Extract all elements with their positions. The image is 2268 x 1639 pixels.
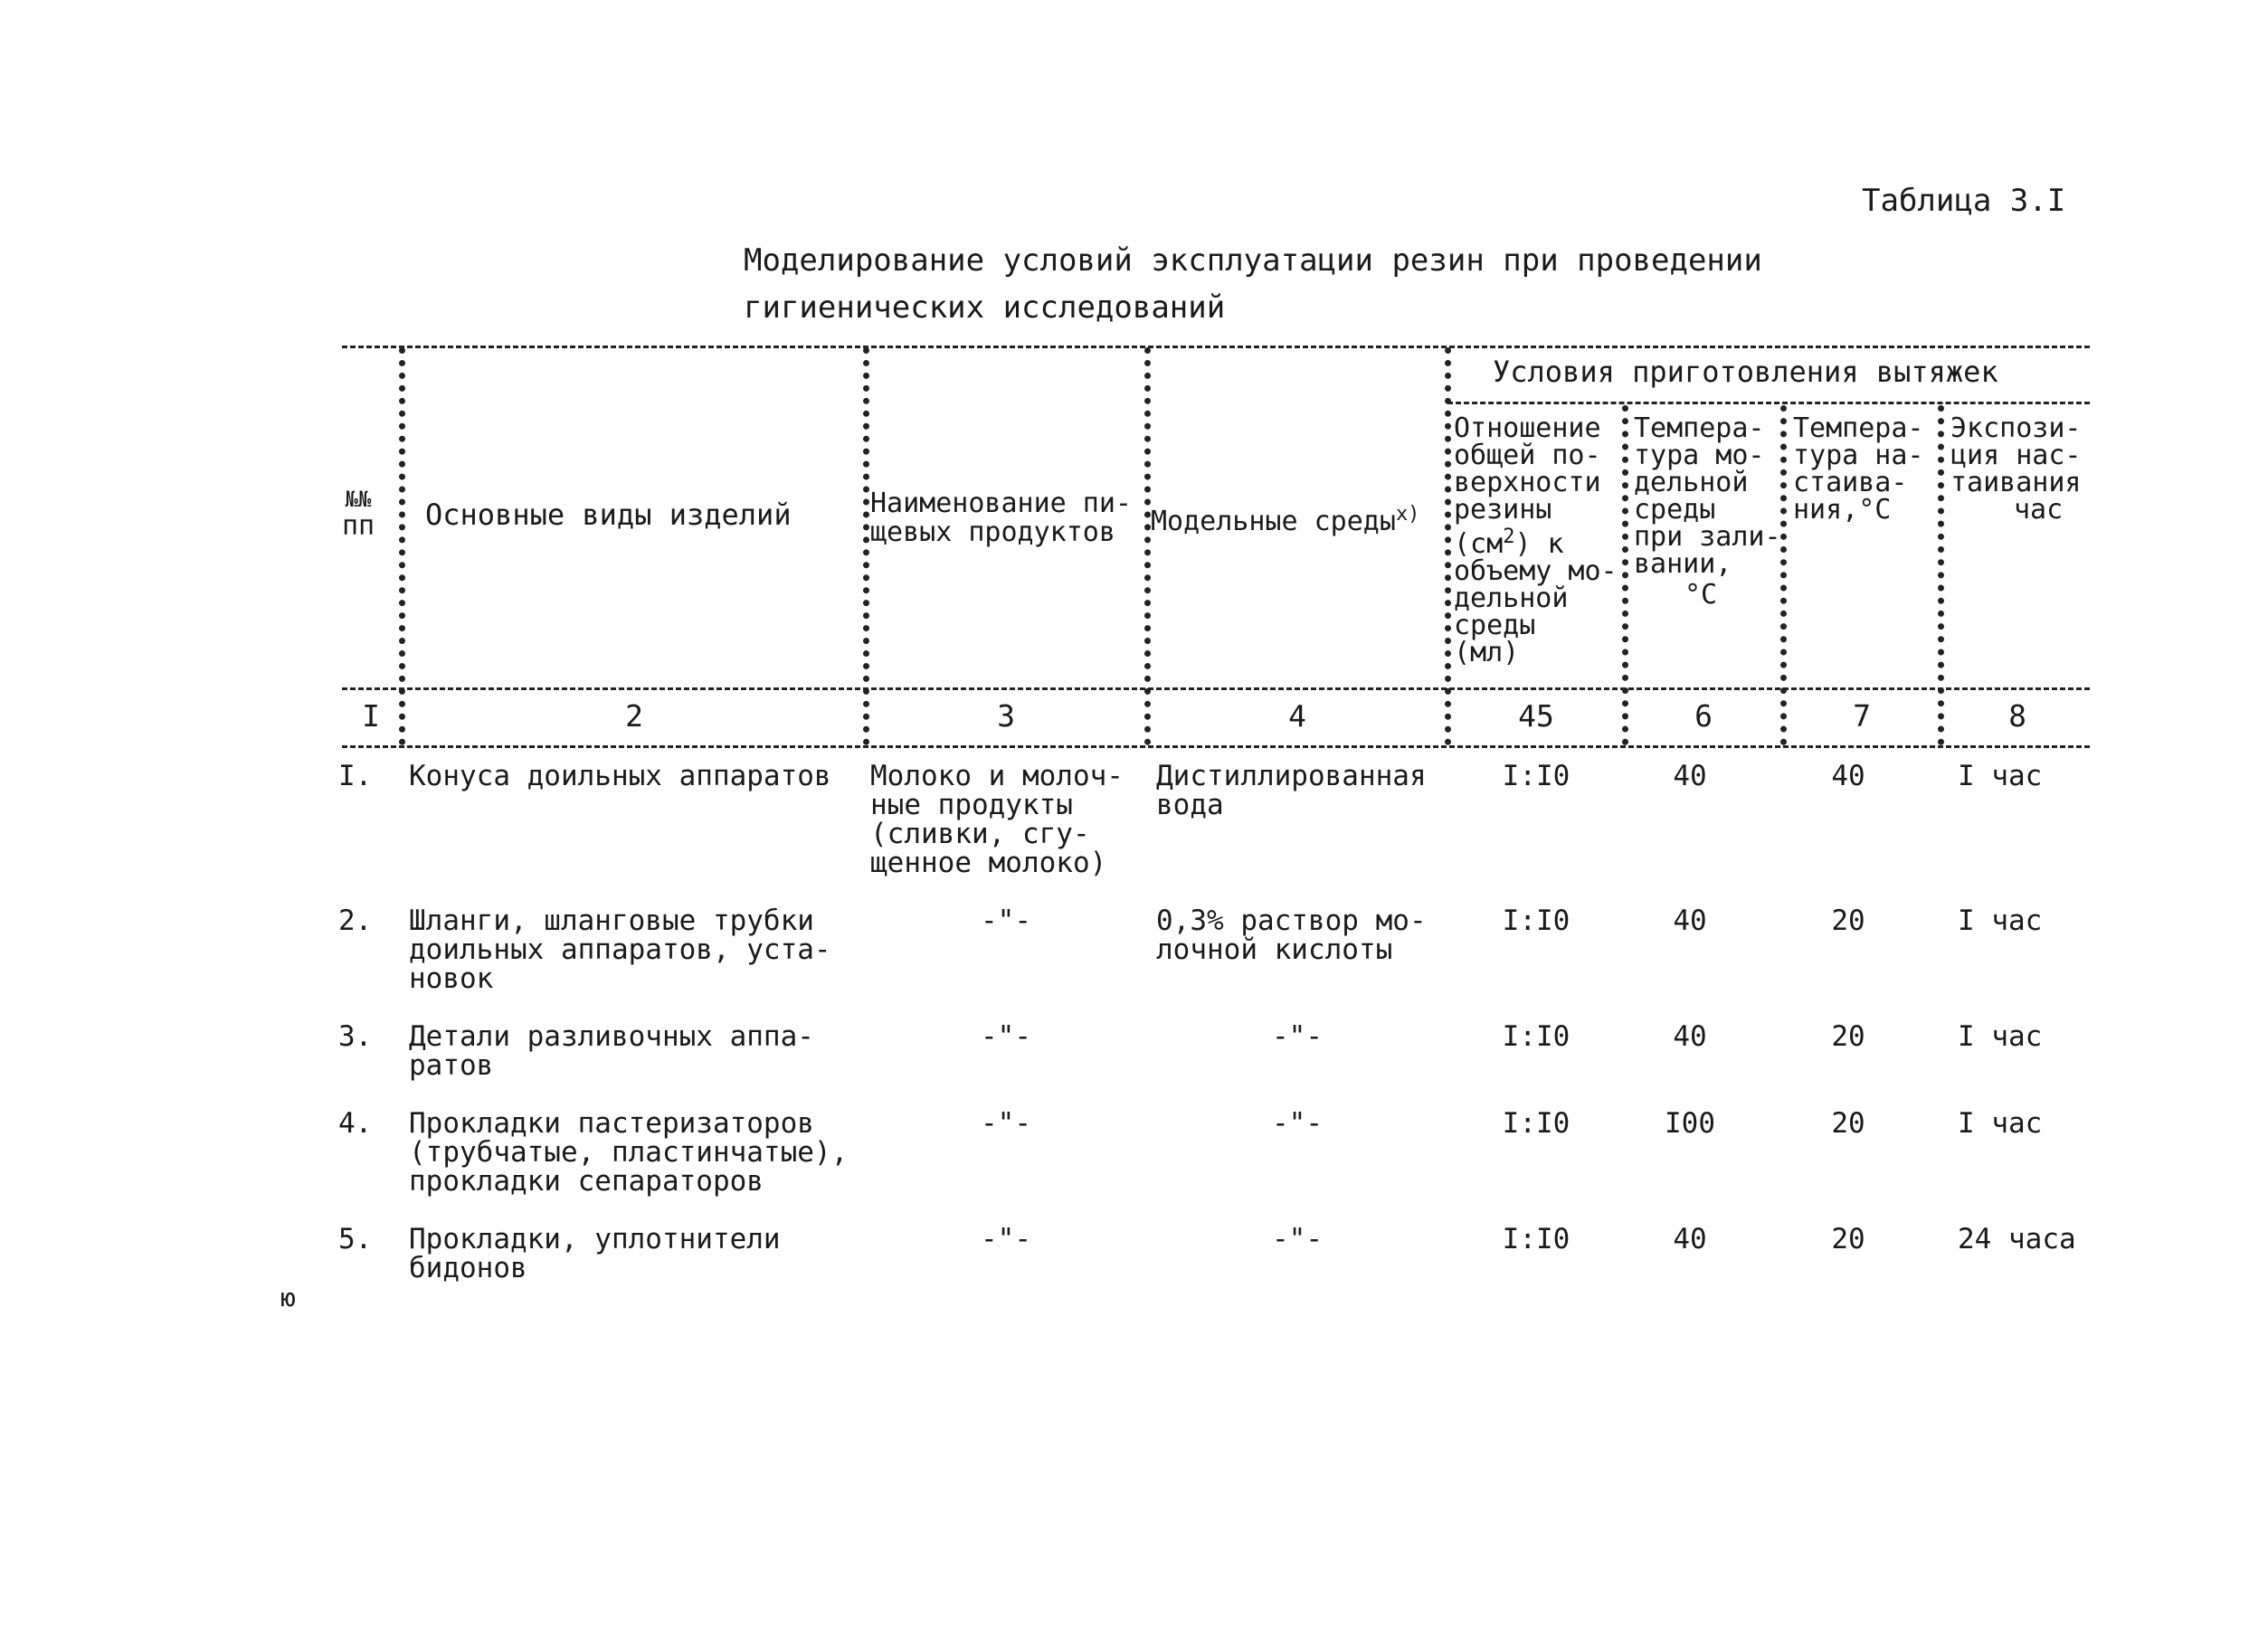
row-1-fill-temp: 40 [1673, 760, 1707, 792]
table-title [744, 237, 1762, 331]
row-3-number: 3. [338, 1020, 373, 1053]
header-exposure-line-4: час [2014, 494, 2064, 526]
row-3-exposure: I час [1958, 1020, 2043, 1053]
header-infusion-temperature-unit: °С [1858, 494, 1892, 526]
row-1-ratio: I:I0 [1502, 760, 1571, 792]
row-2-exposure: I час [1958, 905, 2043, 937]
row-1-food-line-4: щенное молоко) [870, 847, 1107, 879]
row-4-product-line-2: (трубчатые, пластинчатые), [409, 1136, 849, 1169]
col-separator-5 [1622, 405, 1628, 745]
column-number-4: 4 [1288, 698, 1306, 734]
row-2-product [409, 906, 831, 993]
row-1-number: I. [338, 760, 373, 792]
header-exposure-line-1: Экспози- [1950, 412, 2082, 444]
row-2-media-line-2: лочной кислоты [1156, 933, 1393, 966]
row-1-food-line-3: (сливки, сгу- [870, 818, 1090, 850]
header-model-media [1151, 500, 1419, 536]
header-fill-temperature-line-6: вании, [1634, 548, 1732, 580]
row-3-product [409, 1022, 814, 1080]
row-2-number: 2. [338, 905, 373, 937]
row-1-media-line-1: Дистиллированная [1156, 760, 1427, 792]
header-model-media-label: Модельные среды [1151, 506, 1396, 537]
header-surface-ratio-line-3: верхности [1454, 467, 1601, 498]
header-exposure [1950, 412, 2082, 526]
col-separator-7 [1938, 405, 1944, 745]
row-5-media: -"- [1272, 1223, 1323, 1255]
row-2-ratio: I:I0 [1502, 905, 1571, 937]
row-2-fill-temp: 40 [1673, 905, 1707, 937]
row-2-media-line-1: 0,3% раствор мо- [1156, 905, 1427, 937]
header-exposure-line-2: ция нас- [1950, 440, 2082, 471]
column-number-2: 2 [625, 698, 643, 734]
header-exposure-line-3: таивания [1950, 467, 2082, 498]
column-number-rule [342, 745, 2090, 748]
row-1-product-line-1: Конуса доильных аппаратов [409, 760, 831, 792]
header-infusion-temperature-word: ния, [1793, 494, 1859, 526]
row-3-product-line-2: ратов [409, 1049, 494, 1082]
header-infusion-temperature-line-3: стаива- [1793, 467, 1908, 498]
col-separator-6 [1780, 405, 1787, 745]
header-model-media-footnote: х) [1395, 503, 1420, 526]
header-food-products-line-2: щевых продуктов [870, 516, 1115, 548]
row-4-fill-temp: I00 [1665, 1107, 1715, 1140]
column-number-5: 45 [1518, 698, 1554, 734]
column-number-8: 8 [2008, 698, 2026, 734]
row-4-food: -"- [981, 1107, 1031, 1140]
header-food-products-line-1: Наименование пи- [870, 488, 1132, 519]
row-4-ratio: I:I0 [1502, 1107, 1571, 1140]
row-5-product-line-2: бидонов [409, 1252, 527, 1284]
row-4-number: 4. [338, 1107, 373, 1140]
header-row-number-line-1: №№ [345, 487, 372, 512]
row-1-food-line-1: Молоко и молоч- [870, 760, 1124, 792]
row-3-fill-temp: 40 [1673, 1020, 1707, 1053]
header-bottom-rule [342, 687, 2090, 690]
header-fill-temperature-line-4: среды [1634, 494, 1716, 526]
column-number-6: 6 [1694, 698, 1713, 734]
header-surface-ratio-unit: (см [1454, 528, 1504, 560]
row-5-infusion-temp: 20 [1831, 1223, 1865, 1255]
header-infusion-temperature-line-2: тура на- [1793, 440, 1924, 471]
row-1-infusion-temp: 40 [1831, 760, 1865, 792]
header-surface-ratio-line-8: среды [1454, 610, 1536, 641]
col-separator-1 [399, 347, 405, 745]
header-fill-temperature-unit: °С [1684, 579, 1718, 611]
col-separator-3 [1144, 347, 1151, 745]
header-surface-ratio [1454, 412, 1618, 668]
header-surface-ratio-tail: ) к [1514, 528, 1564, 560]
page-margin-mark: ю [280, 1283, 296, 1312]
header-infusion-temperature-line-4 [1793, 494, 1924, 526]
row-2-product-line-3: новок [409, 962, 494, 995]
row-5-product [409, 1225, 781, 1283]
header-surface-ratio-line-2: общей по- [1454, 440, 1601, 471]
row-3-media: -"- [1272, 1020, 1323, 1053]
header-fill-temperature-line-1: Темпера- [1634, 412, 1765, 444]
header-surface-ratio-line-4: резины [1454, 494, 1552, 526]
row-2-product-line-1: Шланги, шланговые трубки [409, 905, 814, 937]
column-number-3: 3 [997, 698, 1015, 734]
row-1-food [870, 762, 1124, 877]
row-5-number: 5. [338, 1223, 373, 1255]
header-infusion-temperature-line-1: Темпера- [1793, 412, 1924, 444]
header-fill-temperature-line-2: тура мо- [1634, 440, 1765, 471]
row-2-media [1156, 906, 1427, 964]
header-fill-temperature-line-5: при зали- [1634, 521, 1781, 553]
header-row-number [338, 486, 378, 540]
column-number-1: I [362, 698, 380, 734]
row-4-product-line-1: Прокладки пастеризаторов [409, 1107, 814, 1140]
col-separator-4 [1445, 347, 1451, 745]
row-1-media-line-2: вода [1156, 789, 1224, 821]
header-surface-ratio-line-9: (мл) [1454, 637, 1520, 668]
header-infusion-temperature [1793, 412, 1924, 526]
row-5-exposure: 24 часа [1958, 1223, 2076, 1255]
row-1-product [409, 762, 831, 791]
table-number-label: Таблица 3.I [1862, 183, 2066, 219]
table-top-rule [342, 346, 2090, 348]
row-1-food-line-2: ные продукты [870, 789, 1073, 821]
row-5-ratio: I:I0 [1502, 1223, 1571, 1255]
header-surface-ratio-line-5 [1454, 524, 1618, 558]
row-3-food: -"- [981, 1020, 1031, 1053]
row-2-food: -"- [981, 905, 1031, 937]
row-5-product-line-1: Прокладки, уплотнители [409, 1223, 781, 1255]
header-surface-ratio-line-7: дельной [1454, 583, 1569, 614]
header-fill-temperature [1634, 412, 1781, 611]
header-extract-conditions: Условия приготовления вытяжек [1493, 355, 1998, 389]
header-surface-ratio-line-6: объему мо- [1454, 555, 1618, 587]
header-surface-ratio-sup: 2 [1503, 526, 1515, 548]
row-4-media: -"- [1272, 1107, 1323, 1140]
row-1-media [1156, 762, 1427, 820]
table-title-line-2: гигиенических исследований [744, 289, 1226, 326]
row-5-fill-temp: 40 [1673, 1223, 1707, 1255]
header-row-number-line-2: пп [341, 510, 375, 542]
column-number-7: 7 [1853, 698, 1871, 734]
row-4-infusion-temp: 20 [1831, 1107, 1865, 1140]
group-header-rule [1447, 402, 2090, 404]
row-3-product-line-1: Детали разливочных аппа- [409, 1020, 814, 1053]
row-2-infusion-temp: 20 [1831, 905, 1865, 937]
row-4-product [409, 1109, 848, 1196]
table-title-line-1: Моделирование условий эксплуатации резин при проведении [744, 242, 1762, 279]
header-food-products [870, 489, 1132, 547]
row-4-product-line-3: прокладки сепараторов [409, 1165, 764, 1198]
header-surface-ratio-line-1: Отношение [1454, 412, 1601, 444]
row-2-product-line-2: доильных аппаратов, уста- [409, 933, 831, 966]
row-3-ratio: I:I0 [1502, 1020, 1571, 1053]
header-fill-temperature-line-3: дельной [1634, 467, 1749, 498]
row-5-food: -"- [981, 1223, 1031, 1255]
row-4-exposure: I час [1958, 1107, 2043, 1140]
row-1-exposure: I час [1958, 760, 2043, 792]
col-separator-2 [863, 347, 869, 745]
row-3-infusion-temp: 20 [1831, 1020, 1865, 1053]
header-product-types: Основные виды изделий [425, 497, 792, 532]
